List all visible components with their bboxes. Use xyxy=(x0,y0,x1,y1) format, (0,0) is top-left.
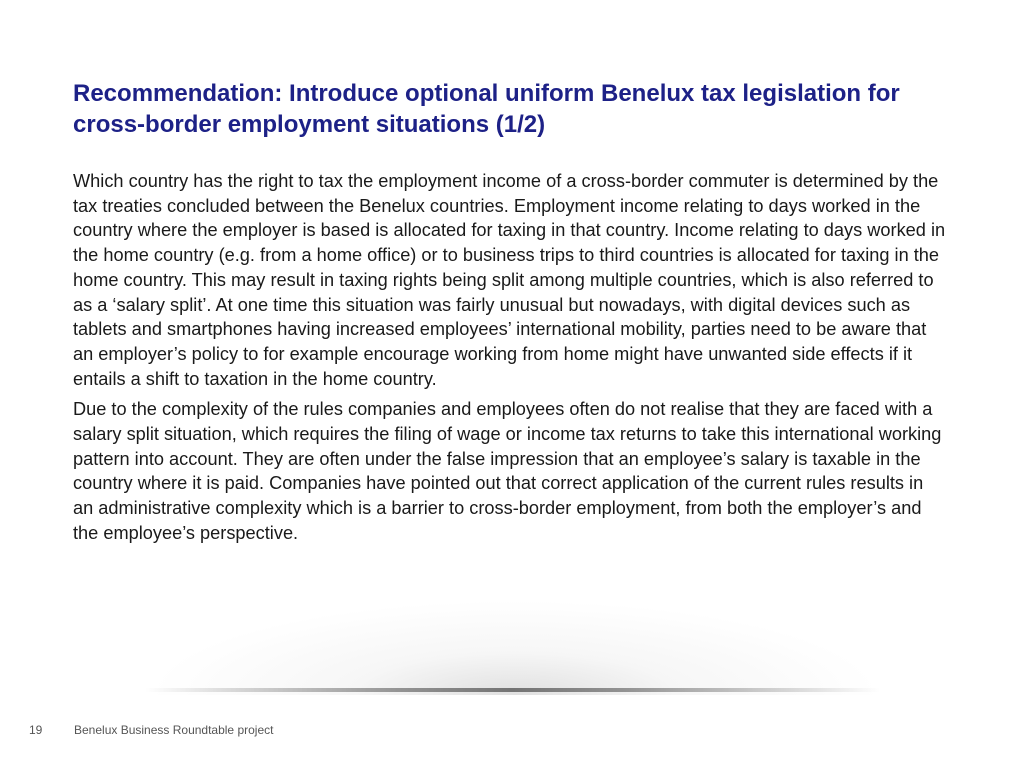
slide-title: Recommendation: Introduce optional uniform Benelux tax legislation for cross-border employment situations (1/2) xyxy=(73,80,900,138)
footer-divider xyxy=(145,688,880,692)
body-paragraph-1: Which country has the right to tax the employment income of a cross-border commuter is determined by the tax treaties concluded between the Benelux countries. Employment income relating to days worked in the country where the employer is based is allocated for taxing in that country. Income relating to days worked in the home country (e.g. from a home office) or to business trips to third countries is allocated for taxing in the home country. This may result in taxing rights being split among multiple countries, which is also referred to as a ‘salary split’. At one time this situation was fairly unusual but nowadays, with digital devices such as tablets and smartphones having increased employees’ international mobility, parties need to be aware that an employer’s policy to for example encourage working from home might have unwanted side effects if it entails a shift to taxation in the home country. xyxy=(73,171,946,389)
page-number: 19 xyxy=(29,723,43,737)
slide-body xyxy=(73,169,948,552)
footer-text: Benelux Business Roundtable project xyxy=(74,723,274,737)
body-paragraph-2: Due to the complexity of the rules companies and employees often do not realise that they are faced with a salary split situation, which requires the filing of wage or income tax returns to take this international working pattern into account. They are often under the false impression that an employee’s salary is taxable in the country where it is paid. Companies have pointed out that correct application of the current rules results in an administrative complexity which is a barrier to cross-border employment, from both the employer’s and the employee’s perspective. xyxy=(73,399,942,543)
background-glow xyxy=(150,560,880,695)
